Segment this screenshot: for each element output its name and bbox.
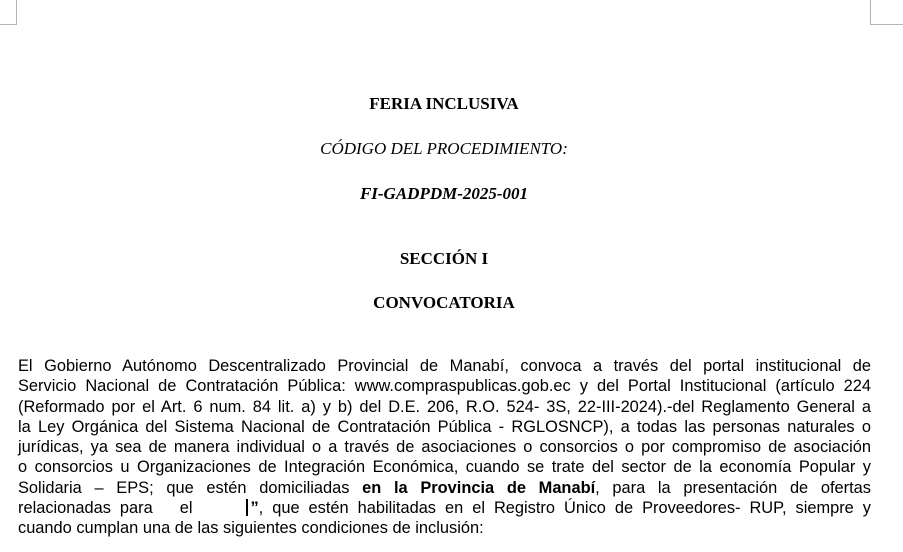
section-number: SECCIÓN I [399, 249, 489, 268]
paragraph-line: cuando cumplan una de las siguientes condiciones de inclusión: [18, 519, 484, 538]
text-cursor [246, 499, 248, 516]
paragraph-line: jurídicas, ya sea de manera individual o a través de asociaciones o consorcios o por compromiso de asociación [18, 438, 871, 457]
line-text: relacionadas para el [18, 499, 193, 518]
line-text: Solidaria – EPS; que estén domiciliadas [18, 478, 363, 497]
convocatoria-paragraph[interactable] [18, 356, 871, 539]
paragraph-line [18, 498, 871, 518]
section-title: CONVOCATORIA [373, 293, 515, 312]
procedure-code-value: FI-GADPDM-2025-001 [359, 184, 529, 203]
paragraph-line: (Reformado por el Art. 6 num. 84 lit. a) y b) del D.E. 206, R.O. 524- 3S, 22-III-2024).-del Reglamento General a [18, 397, 871, 416]
paragraph-line [18, 478, 871, 498]
page-corner-mark-right [870, 0, 903, 25]
paragraph-line: la Ley Orgánica del Sistema Nacional de Contratación Pública - RGLOSNCP), a todas las personas naturales o [18, 417, 871, 436]
paragraph-line: El Gobierno Autónomo Descentralizado Provincial de Manabí, convoca a través del portal institucional de [18, 357, 871, 375]
document-title: FERIA INCLUSIVA [369, 94, 519, 113]
page-corner-mark-left [0, 0, 17, 25]
line-text: , para la presentación de ofertas [595, 478, 871, 497]
closing-quote: ” [250, 499, 259, 518]
procedure-code-label: CÓDIGO DEL PROCEDIMIENTO: [320, 139, 568, 158]
bold-province-text: en la Provincia de Manabí [362, 478, 596, 497]
paragraph-line: o consorcios u Organizaciones de Integración Económica, cuando se trate del sector de la economía Popular y [18, 458, 871, 477]
paragraph-line: Servicio Nacional de Contratación Pública: www.compraspublicas.gob.ec y del Portal Institucional (artículo 224 [18, 377, 871, 396]
line-text: , que estén habilitadas en el Registro Único de Proveedores- RUP, siempre y [258, 499, 871, 518]
